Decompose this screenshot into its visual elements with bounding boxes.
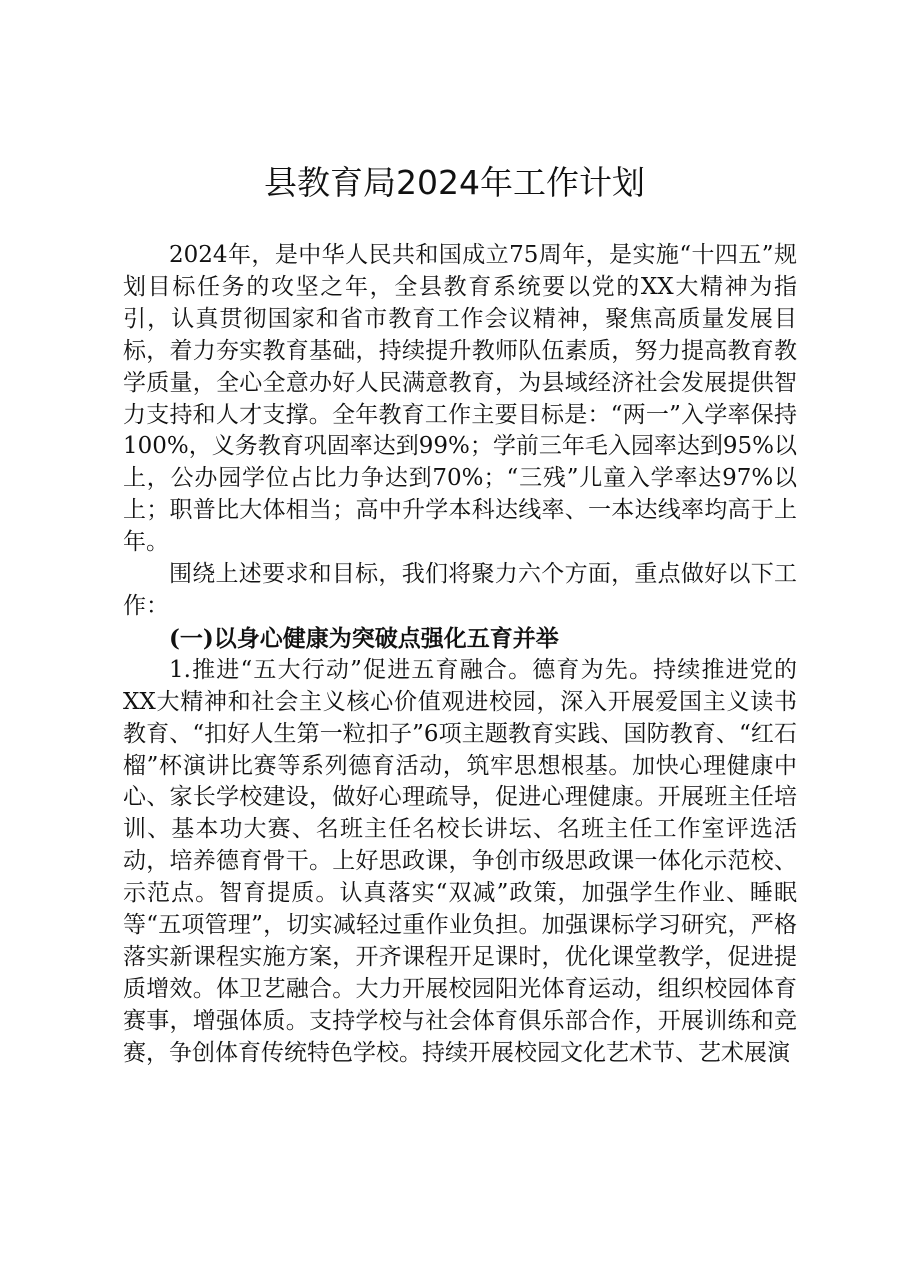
paragraph-transition: 围绕上述要求和目标，我们将聚力六个方面，重点做好以下工作：	[123, 561, 797, 619]
document-body	[123, 240, 797, 1070]
paragraph-intro: 2024年，是中华人民共和国成立75周年，是实施“十四五”规划目标任务的攻坚之年，全县教育系统要以党的XX大精神为指引，认真贯彻国家和省市教育工作会议精神，聚焦高质量发展目标，着力夯实教育基础，持续提升教师队伍素质，努力提高教育教学质量，全心全意办好人民满意教育，为县域经济社会发展提供智力支持和人才支撑。全年教育工作主要目标是：“两一”入学率保持100%，义务教育巩固率达到99%；学前三年毛入园率达到95%以上，公办园学位占比力争达到70%；“三残”儿童入学率达97%以上；职普比大体相当；高中升学本科达线率、一本达线率均高于上年。	[123, 242, 797, 556]
paragraph-section-1-item-1: 1.推进“五大行动”促进五育融合。德育为先。持续推进党的XX大精神和社会主义核心价值观进校园，深入开展爱国主义读书教育、“扣好人生第一粒扣子”6项主题教育实践、国防教育、“红石榴”杯演讲比赛等系列德育活动，筑牢思想根基。加快心理健康中心、家长学校建设，做好心理疏导，促进心理健康。开展班主任培训、基本功大赛、名班主任名校长讲坛、名班主任工作室评选活动，培养德育骨干。上好思政课，争创市级思政课一体化示范校、示范点。智育提质。认真落实“双减”政策，加强学生作业、睡眠等“五项管理”，切实减轻过重作业负担。加强课标学习研究，严格落实新课程实施方案，开齐课程开足课时，优化课堂教学，促进提质增效。体卫艺融合。大力开展校园阳光体育运动，组织校园体育赛事，增强体质。支持学校与社会体育俱乐部合作，开展训练和竞赛，争创体育传统特色学校。持续开展校园文化艺术节、艺术展演	[123, 656, 797, 1066]
section-heading-1: (一)以身心健康为突破点强化五育并举	[169, 624, 559, 652]
document-title: 县教育局2024年工作计划	[264, 163, 645, 202]
